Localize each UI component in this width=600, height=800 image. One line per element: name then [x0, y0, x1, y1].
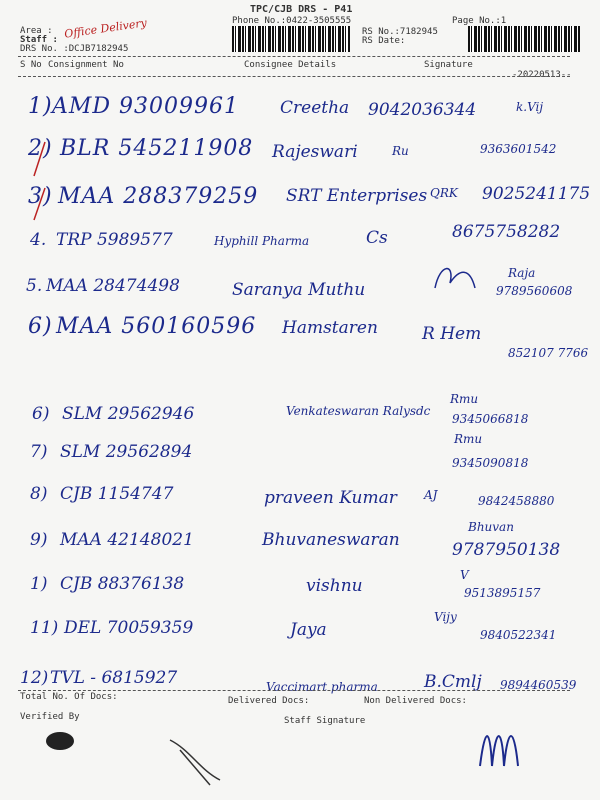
entry-11-name: vishnu — [306, 576, 363, 596]
drs-number: DRS No. :DCJB7182945 — [20, 44, 129, 54]
entry-2-no: 2) — [28, 136, 53, 161]
entry-10-phone: 9787950138 — [452, 540, 561, 560]
barcode-right — [468, 26, 580, 52]
col-signature: Signature — [424, 60, 473, 70]
entry-12-sign: Vijy — [434, 610, 457, 624]
entry-13-sign: B.Cmlj — [424, 672, 482, 692]
entry-1-consignment: AMD 93009961 — [52, 94, 240, 119]
entry-9-name: praveen Kumar — [264, 488, 397, 508]
entry-4-phone: 8675758282 — [452, 222, 561, 242]
entry-4-consignment: TRP 5989577 — [56, 230, 173, 250]
page-number: Page No.:1 — [452, 16, 507, 26]
entry-6-name: Hamstaren — [282, 318, 378, 338]
entry-13-name: Vaccimart pharma — [266, 680, 378, 694]
rs-date: RS Date: — [362, 36, 406, 46]
entry-5-name: Saranya Muthu — [232, 280, 366, 300]
entry-6-phone: 852107 7766 — [508, 346, 589, 360]
entry-3-name: SRT Enterprises — [286, 186, 428, 206]
entry-7-sign: Rmu — [450, 392, 479, 406]
entry-9-phone: 9842458880 — [478, 494, 555, 508]
entry-8-phone: 9345090818 — [452, 456, 529, 470]
area-label: Area : — [20, 26, 53, 36]
ink-blot — [40, 726, 80, 756]
entry-7-name: Venkateswaran Ralysdc — [286, 404, 431, 418]
entry-10-name: Bhuvaneswaran — [262, 530, 400, 550]
entry-5-sign: Raja — [508, 266, 536, 280]
entry-12-consignment: DEL 70059359 — [64, 618, 194, 638]
staff-signature-label: Staff Signature — [284, 716, 366, 726]
entry-9-sign: AJ — [424, 488, 438, 502]
entry-3-sign: QRK — [430, 186, 458, 200]
delivered-docs-label: Delivered Docs: — [228, 696, 310, 706]
margin-mark-2 — [30, 186, 50, 226]
entry-6-consignment: MAA 560160596 — [56, 314, 257, 339]
total-docs-label: Total No. Of Docs: — [20, 692, 118, 702]
entry-8-sign: Rmu — [454, 432, 483, 446]
verified-signature — [160, 730, 240, 790]
entry-8-no: 7) — [30, 442, 48, 462]
entry-4-no: 4. — [30, 230, 47, 250]
margin-mark — [30, 140, 50, 180]
entry-5-phone: 9789560608 — [496, 284, 573, 298]
entry-6-sign: R Hem — [422, 324, 482, 344]
entry-10-sign: Bhuvan — [468, 520, 514, 534]
entry-3-consignment: MAA 288379259 — [58, 184, 259, 209]
entry-13-consignment: TVL - 6815927 — [50, 668, 178, 688]
entry-5-consignment: MAA 28474498 — [46, 276, 180, 296]
entry-12-phone: 9840522341 — [480, 628, 557, 642]
non-delivered-docs-label: Non Delivered Docs: — [364, 696, 467, 706]
staff-value: Office Delivery — [63, 16, 148, 41]
document-title: TPC/CJB DRS - P41 — [250, 4, 353, 15]
entry-1-sign: k.Vij — [516, 100, 544, 114]
entry-2-sign: Ru — [392, 144, 409, 158]
signature-scribble-5 — [430, 258, 490, 298]
entry-2-phone: 9363601542 — [480, 142, 557, 156]
entry-11-sign: V — [460, 568, 469, 582]
rs-number: RS No.:7182945 — [362, 27, 438, 37]
entry-1-name: Creetha — [280, 98, 350, 118]
entry-10-no: 9) — [30, 530, 48, 550]
entry-8-consignment: SLM 29562894 — [60, 442, 193, 462]
entry-9-consignment: CJB 1154747 — [60, 484, 174, 504]
entry-11-consignment: CJB 88376138 — [60, 574, 185, 594]
entry-1-no: 1) — [28, 94, 53, 119]
entry-12-name: Jaya — [290, 620, 327, 640]
phone-number: Phone No.:0422-3505555 — [232, 16, 352, 26]
entry-4-name: Hyphill Pharma — [214, 234, 310, 248]
entry-5-no: 5. — [26, 276, 43, 296]
entry-7-no: 6) — [32, 404, 50, 424]
col-sno: S No — [20, 60, 42, 70]
date-stamp: -20220513-- — [512, 70, 572, 80]
header-divider — [18, 56, 570, 57]
entry-4-sign: Cs — [366, 228, 388, 248]
entry-7-consignment: SLM 29562946 — [62, 404, 195, 424]
column-divider — [18, 76, 570, 77]
entry-3-phone: 9025241175 — [482, 184, 591, 204]
footer-divider — [18, 690, 570, 691]
entry-10-consignment: MAA 42148021 — [60, 530, 194, 550]
entry-1-phone: 9042036344 — [368, 100, 477, 120]
entry-9-no: 8) — [30, 484, 48, 504]
col-consignee: Consignee Details — [244, 60, 337, 70]
entry-2-name: Rajeswari — [272, 142, 358, 162]
entry-3-no: 3) — [28, 184, 53, 209]
entry-7-phone: 9345066818 — [452, 412, 529, 426]
entry-13-phone: 9894460539 — [500, 678, 577, 692]
staff-label: Staff : — [20, 35, 58, 45]
entry-2-consignment: BLR 545211908 — [60, 136, 254, 161]
entry-11-phone: 9513895157 — [464, 586, 541, 600]
entry-12-no: 11) — [30, 618, 59, 638]
entry-11-no: 1) — [30, 574, 48, 594]
col-consignment: Consignment No — [48, 60, 124, 70]
entry-13-no: 12) — [20, 668, 49, 688]
barcode — [232, 26, 350, 52]
staff-signature — [470, 716, 530, 776]
verified-by-label: Verified By — [20, 712, 80, 722]
entry-6-no: 6) — [28, 314, 53, 339]
